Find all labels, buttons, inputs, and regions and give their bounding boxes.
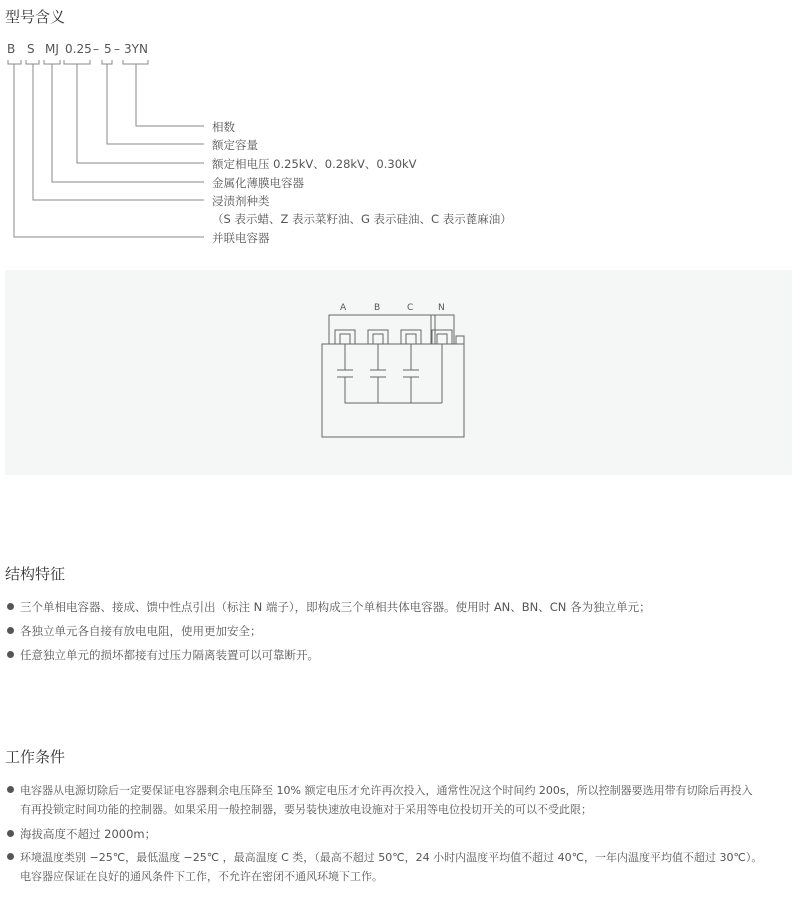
terminal-b	[368, 330, 388, 344]
structure-heading: 结构特征	[5, 565, 66, 583]
code-part-phases: 3YN	[124, 42, 148, 56]
structure-item-text: 各独立单元各自接有放电电阻，使用更加安全；	[20, 624, 262, 638]
code-part-capacity: 5	[104, 42, 112, 56]
bullet-dot	[7, 651, 14, 658]
terminal-c	[401, 330, 421, 344]
bullet-dot	[7, 603, 14, 610]
conditions-item-3-cont: 电容器应保证在良好的通风条件下工作，不允许在密闭不通风环境下工作。	[20, 870, 383, 883]
structure-item-text: 任意独立单元的损坏都接有过压力隔离装置可以可靠断开。	[20, 648, 319, 662]
structure-item-1	[7, 597, 651, 617]
conditions-item-text: 海拔高度不超过 2000m；	[20, 827, 157, 841]
conditions-item-1	[7, 781, 753, 801]
structure-item-2	[7, 621, 262, 641]
bullet-dot	[7, 786, 14, 793]
conditions-item-text: 环境温度类别 −25℃，最低温度 −25℃ ，最高温度 C 类，（最高不超过 50℃，24 小时内温度平均值不超过 40℃，一年内温度平均值不超过 30℃）。	[20, 851, 763, 864]
bullet-dot	[7, 830, 14, 837]
conditions-item-2	[7, 824, 156, 844]
legend-phases: 相数	[212, 120, 235, 134]
model-heading: 型号含义	[5, 8, 66, 26]
structure-item-text: 三个单相电容器、接成、馈中性点引出（标注 N 端子），即构成三个单相共体电容器。使用时 AN、BN、CN 各为独立单元；	[20, 600, 651, 614]
bullet-dot	[7, 853, 14, 860]
legend-rated-voltage: 额定相电压 0.25kV、0.28kV、0.30kV	[212, 157, 417, 171]
code-part-mj: MJ	[45, 42, 59, 56]
conditions-item-1-cont: 有再投锁定时间功能的控制器。如果采用一般控制器，要另装快速放电设施对于采用等电位投切开关的可以不受此限；	[20, 803, 592, 816]
phase-label-c: C	[407, 303, 414, 313]
legend-rated-capacity: 额定容量	[212, 138, 258, 152]
legend-film-type: 金属化薄膜电容器	[212, 176, 304, 190]
wiring-diagram-panel	[5, 270, 792, 475]
legend-impregnant-detail: （S 表示蜡、Z 表示菜籽油、G 表示硅油、C 表示蓖麻油）	[212, 212, 512, 226]
conditions-item-text: 电容器从电源切除后一定要保证电容器剩余电压降至 10% 额定电压才允许再次投入，通常性况这个时间约 200s，所以控制器要选用带有切除后再投入	[20, 784, 753, 797]
phase-label-b: B	[374, 303, 381, 313]
bullet-dot	[7, 627, 14, 634]
conditions-item-3	[7, 848, 762, 868]
legend-shunt-capacitor: 并联电容器	[212, 231, 270, 245]
conditions-heading: 工作条件	[5, 748, 66, 766]
legend-impregnant: 浸渍剂种类	[212, 194, 270, 208]
code-part-b: B	[7, 42, 16, 56]
phase-label-n: N	[438, 303, 445, 313]
capacitor-housing	[322, 344, 464, 437]
code-dash-1: –	[93, 42, 99, 56]
code-part-voltage: 0.25	[65, 42, 92, 56]
code-dash-2: –	[114, 42, 120, 56]
code-part-s: S	[27, 42, 35, 56]
wiring-diagram	[5, 270, 792, 475]
structure-item-3	[7, 645, 319, 665]
phase-label-a: A	[340, 303, 347, 313]
terminal-a	[335, 330, 355, 344]
